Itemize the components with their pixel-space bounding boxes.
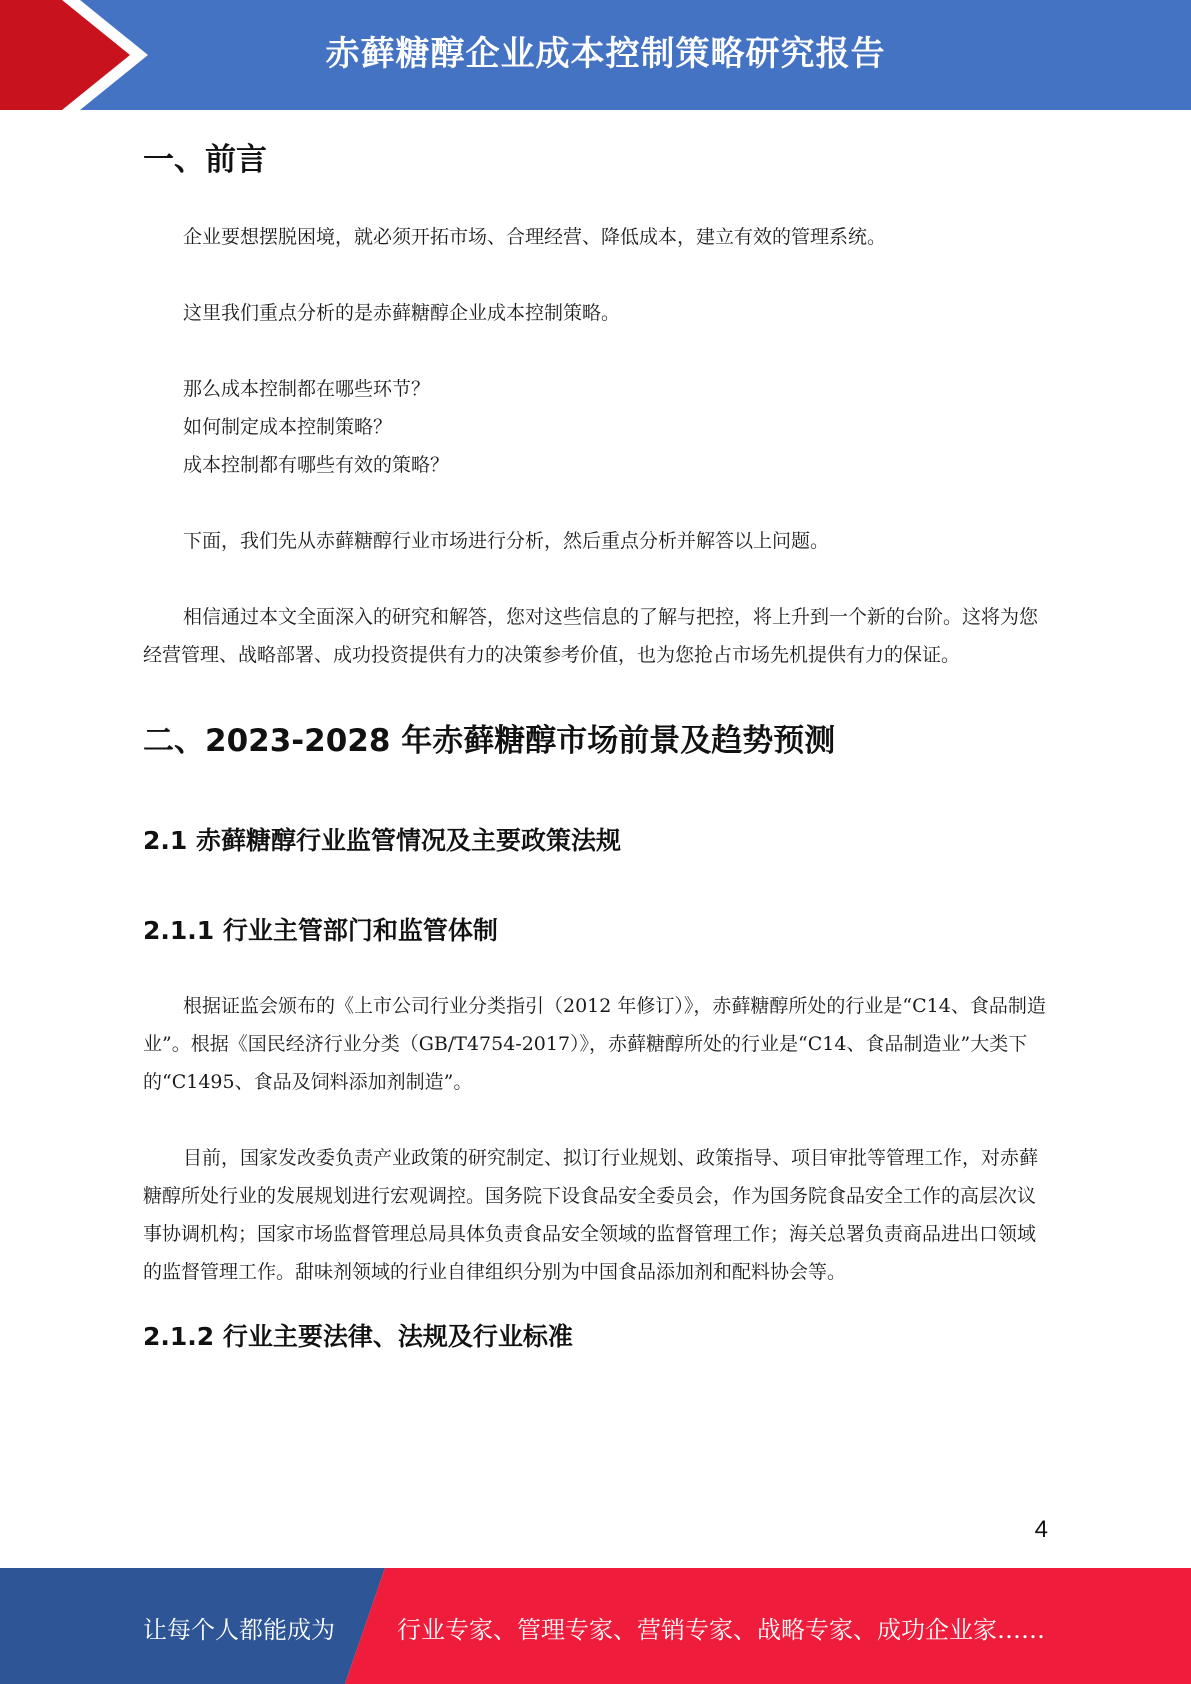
question-list bbox=[143, 370, 1048, 484]
page-content bbox=[143, 138, 1048, 1355]
document-title: 赤藓糖醇企业成本控制策略研究报告 bbox=[325, 34, 886, 74]
subsubsection-heading: 2.1.1 行业主管部门和监管体制 bbox=[143, 916, 498, 945]
paragraph: 目前，国家发改委负责产业政策的研究制定、拟订行业规划、政策指导、项目审批等管理工作，对赤藓糖醇所处行业的发展规划进行宏观调控。国务院下设食品安全委员会，作为国务院食品安全工作的高层次议事协调机构；国家市场监督管理总局具体负责食品安全领域的监督管理工作；海关总署负责商品进出口领域的监督管理工作。甜味剂领域的行业自律组织分别为中国食品添加剂和配料协会等。 bbox=[143, 1147, 1039, 1283]
subsubsection-heading: 2.1.2 行业主要法律、法规及行业标准 bbox=[143, 1322, 573, 1351]
paragraph: 下面，我们先从赤藓糖醇行业市场进行分析，然后重点分析并解答以上问题。 bbox=[183, 530, 830, 552]
paragraph: 相信通过本文全面深入的研究和解答，您对这些信息的了解与把控，将上升到一个新的台阶。这将为您经营管理、战略部署、成功投资提供有力的决策参考价值，也为您抢占市场先机提供有力的保证。 bbox=[143, 606, 1039, 666]
section-heading-preface: 一、前言 bbox=[143, 142, 267, 178]
question-item: 成本控制都有哪些有效的策略？ bbox=[183, 454, 450, 476]
subsection-heading: 2.1 赤藓糖醇行业监管情况及主要政策法规 bbox=[143, 826, 621, 855]
paragraph: 根据证监会颁布的《上市公司行业分类指引（2012 年修订）》，赤藓糖醇所处的行业是“C14、食品制造业”。根据《国民经济行业分类（GB/T4754-2017）》，赤藓糖醇所处的行业是“C14、食品制造业”大类下的“C1495、食品及饲料添加剂制造”。 bbox=[143, 995, 1046, 1093]
footer-slogan-right: 行业专家、管理专家、营销专家、战略专家、成功企业家…… bbox=[397, 1616, 1045, 1644]
footer-slogan-left: 让每个人都能成为 bbox=[143, 1616, 335, 1644]
page-number: 4 bbox=[1034, 1516, 1048, 1543]
question-item: 那么成本控制都在哪些环节？ bbox=[183, 378, 431, 400]
paragraph: 企业要想摆脱困境，就必须开拓市场、合理经营、降低成本，建立有效的管理系统。 bbox=[183, 226, 887, 248]
footer-band bbox=[0, 1568, 1191, 1684]
question-item: 如何制定成本控制策略？ bbox=[183, 416, 393, 438]
section-heading-forecast: 二、2023-2028 年赤藓糖醇市场前景及趋势预测 bbox=[143, 723, 836, 759]
paragraph: 这里我们重点分析的是赤藓糖醇企业成本控制策略。 bbox=[183, 302, 621, 324]
header-band bbox=[0, 0, 1191, 110]
